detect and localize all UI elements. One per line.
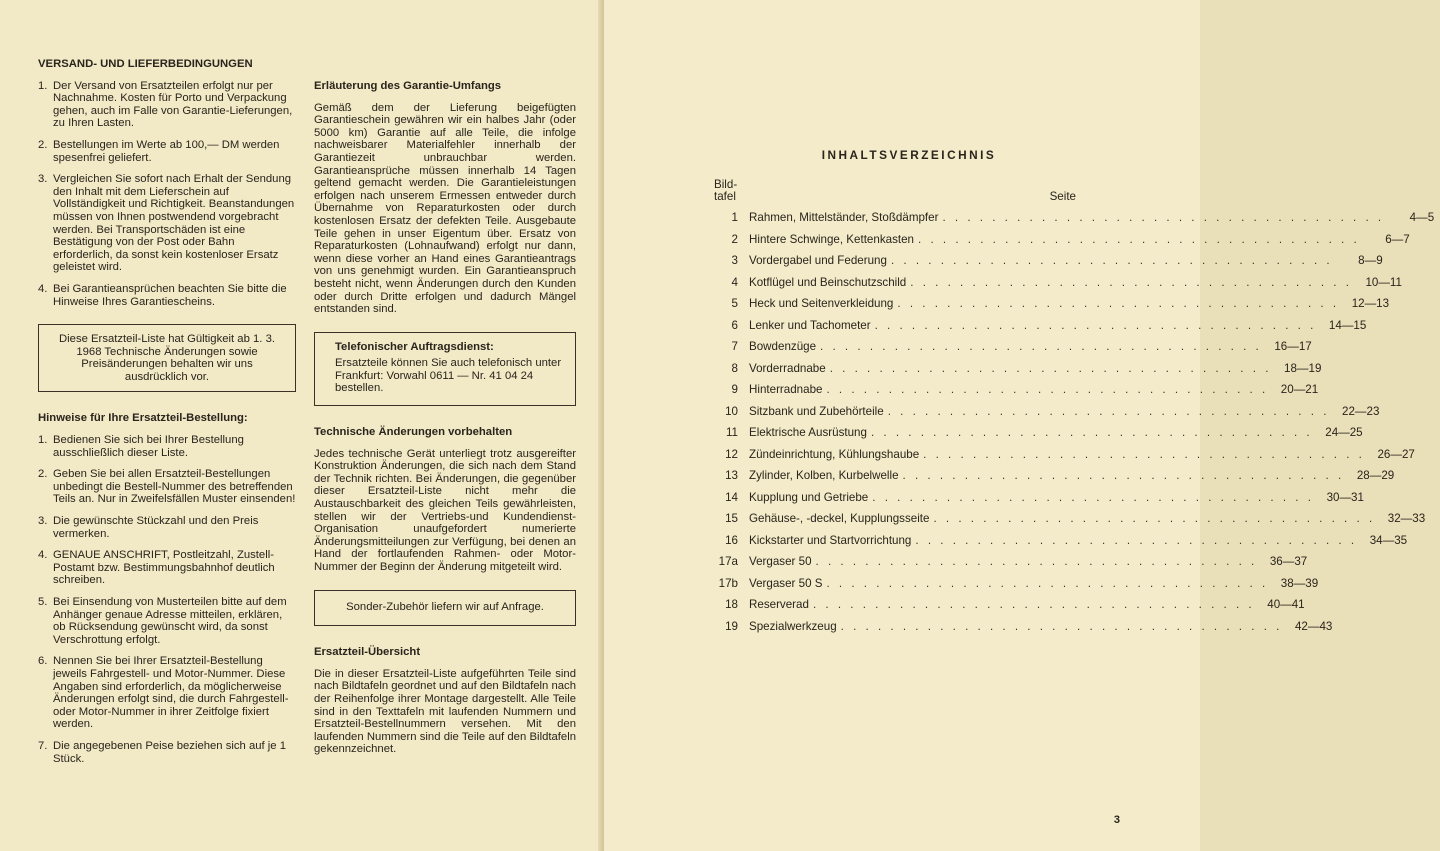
- toc-entry-pages: 26—27: [1377, 447, 1415, 461]
- phone-text: Ersatzteile können Sie auch telefonisch unter Frankfurt: Vorwahl 0611 — Nr. 41 04 24 bestellen.: [335, 357, 562, 395]
- toc-entry-number: 6: [731, 318, 738, 332]
- list-item: 1. Bedienen Sie sich bei Ihrer Bestellung ausschließlich dieser Liste.: [38, 434, 244, 459]
- toc-entry-pages: 18—19: [1284, 361, 1322, 375]
- overview-text: Die in dieser Ersatzteil-Liste aufgeführten Teile sind nach Bildtafeln geordnet und auf den Bildtafeln nach der Reihenfolge ihrer Montage dargestellt. Alle Teile sind in den Texttafeln mit laufenden Nummern und Ersatzteil-Bestellnummern versehen. Mit den laufenden Nummern sind die Teile auf den Bildtafeln gekennzeichnet.: [314, 667, 576, 756]
- toc-entry-title: Sitzbank und Zubehörteile: [749, 404, 884, 418]
- toc-entry-pages: 20—21: [1280, 383, 1319, 396]
- toc-entry: [714, 447, 1415, 470]
- toc-entry: [714, 512, 1426, 534]
- list-item: 4. Bei Garantieansprüchen beachten Sie bitte die Hinweise Ihres Garantiescheins.: [38, 282, 287, 308]
- toc-leader-dots: . . . . . . . . . . . . . . . . . . . . . . . . . . . . . . . . . . . .: [829, 361, 1272, 375]
- toc-entry: [714, 426, 1363, 448]
- toc-entry: [714, 254, 1383, 276]
- toc-entry-title: Vergaser 50: [749, 555, 812, 568]
- toc-entry: [714, 318, 1367, 341]
- left-column: [38, 58, 296, 774]
- phone-heading: Telefonischer Auftragsdienst:: [335, 340, 494, 353]
- toc-entry-number: 12: [725, 447, 738, 461]
- toc-leader-dots: . . . . . . . . . . . . . . . . . . . . . . . . . . . . . . . . . . . .: [923, 447, 1365, 461]
- toc-entry-pages: 6—7: [1385, 232, 1410, 246]
- toc-entry-title: Kupplung und Getriebe: [749, 490, 869, 504]
- tech-changes-heading: Technische Änderungen vorbehalten: [314, 426, 513, 439]
- toc-entry-number: 17b: [718, 576, 738, 590]
- list-item: 4. GENAUE ANSCHRIFT, Postleitzahl, Zustell-Postamt bzw. Bestimmungsbahnhof deutlich schreiben.: [38, 549, 275, 587]
- toc-entry-pages: 8—9: [1358, 254, 1383, 267]
- toc-entry: [714, 598, 1305, 620]
- toc-entry-title: Kotflügel und Beinschutzschild: [749, 275, 907, 289]
- list-item: 2. Bestellungen im Werte ab 100,— DM werden spesenfrei geliefert.: [38, 138, 280, 164]
- toc-entry: [714, 232, 1410, 255]
- toc-entry-number: 13: [725, 469, 738, 482]
- toc-entry-pages: 12—13: [1351, 297, 1390, 310]
- toc-entry-pages: 28—29: [1356, 469, 1395, 482]
- toc-entry: [714, 619, 1333, 642]
- toc-entry-pages: 34—35: [1369, 533, 1408, 547]
- toc-column-plate: Bild- tafel: [714, 178, 738, 203]
- toc-entry-number: 7: [731, 340, 738, 353]
- toc-entry-number: 16: [725, 533, 738, 547]
- toc-entry: [714, 275, 1402, 298]
- toc-leader-dots: . . . . . . . . . . . . . . . . . . . . . . . . . . . . . . . . . . . .: [897, 297, 1340, 310]
- toc-entry-number: 19: [725, 619, 738, 633]
- toc-leader-dots: . . . . . . . . . . . . . . . . . . . . . . . . . . . . . . . . . . . .: [915, 533, 1358, 547]
- toc-entry-pages: 22—23: [1342, 404, 1380, 418]
- list-item: 1. Der Versand von Ersatzteilen erfolgt nur per Nachnahme. Kosten für Porto und Verpackung gehen, auch im Falle von Garantie-Lieferungen, zu Ihren Lasten.: [38, 79, 293, 130]
- toc-leader-dots: . . . . . . . . . . . . . . . . . . . . . . . . . . . . . . . . . . . .: [887, 404, 1330, 418]
- toc-entry-pages: 38—39: [1280, 576, 1319, 590]
- warranty-text: Gemäß dem der Lieferung beigefügten Garantieschein gewähren wir ein halbes Jahr (oder 5000 km) Garantie auf alle Teile, die infolge nachweisbarer Materialfehler innerhalb der Garantiezeit unbrauchbar werden. Garantieansprüche müssen innerhalb 14 Tagen geltend gemacht werden. Die Garantieleistungen erfolgen nach unserem Ermessen entweder durch Übernahme von Reparaturkosten oder durch kostenlosen Ersatz der defekten Teile. Ausgebaute Teile gehen in unser Eigentum über. Ersatz von Reparaturkosten (Lohnaufwand) erfolgt nur dann, wenn diese vorher an Hand eines Garantieantrags von uns genehmigt wurden. Ein Garantieanspruch besteht nicht, wenn Änderungen durch den Kunden oder durch Dritte erfolgen und dadurch Mängel entstanden sind.: [314, 101, 576, 316]
- toc-leader-dots: . . . . . . . . . . . . . . . . . . . . . . . . . . . . . . . . . . . .: [815, 555, 1258, 568]
- toc-leader-dots: . . . . . . . . . . . . . . . . . . . . . . . . . . . . . . . . . . . .: [820, 340, 1262, 353]
- phone-box: [314, 332, 576, 406]
- toc-entry-title: Gehäuse-, -deckel, Kupplungsseite: [749, 512, 930, 525]
- toc-leader-dots: . . . . . . . . . . . . . . . . . . . . . . . . . . . . . . . . . . . .: [910, 275, 1352, 289]
- toc-entry-pages: 30—31: [1326, 490, 1364, 504]
- right-column: [314, 80, 576, 756]
- toc-entry-pages: 14—15: [1328, 318, 1367, 332]
- toc-entry-number: 8: [731, 361, 738, 375]
- toc-entry-number: 2: [731, 232, 738, 246]
- toc-leader-dots: . . . . . . . . . . . . . . . . . . . . . . . . . . . . . . . . . . . .: [890, 254, 1333, 267]
- toc-entry-pages: 10—11: [1365, 275, 1402, 289]
- list-item: 7. Die angegebenen Peise beziehen sich auf je 1 Stück.: [38, 739, 287, 765]
- toc-title: INHALTSVERZEICHNIS: [821, 148, 997, 162]
- list-item: 6. Nennen Sie bei Ihrer Ersatzteil-Bestellung jeweils Fahrgestell- und Motor-Nummer. Diese Angaben sind erforderlich, da möglicherweise Änderungen erfolgt sind, die durch Fahrgestell- oder Motor-Nummer in ihrer Zeitfolge fixiert werden.: [38, 655, 289, 731]
- toc-entry-pages: 16—17: [1274, 340, 1312, 353]
- toc-entry-title: Bowdenzüge: [749, 340, 817, 353]
- toc-entry-title: Lenker und Tachometer: [749, 318, 871, 332]
- toc-entry-title: Zylinder, Kolben, Kurbelwelle: [749, 469, 899, 482]
- toc-entry: [714, 383, 1319, 405]
- toc-entry-title: Reserverad: [749, 598, 809, 611]
- toc-entry: [714, 297, 1390, 319]
- toc-entry: [714, 211, 1435, 233]
- toc-leader-dots: . . . . . . . . . . . . . . . . . . . . . . . . . . . . . . . . . . . .: [918, 232, 1360, 246]
- toc-entry-title: Elektrische Ausrüstung: [749, 426, 867, 439]
- toc-leader-dots: . . . . . . . . . . . . . . . . . . . . . . . . . . . . . . . . . . . .: [942, 211, 1385, 224]
- shipping-heading: VERSAND- UND LIEFERBEDINGUNGEN: [38, 58, 253, 70]
- toc-entry-title: Zündeinrichtung, Kühlungshaube: [749, 447, 920, 461]
- toc-entry: [714, 555, 1308, 577]
- toc-entry-number: 3: [731, 254, 738, 267]
- toc-entry-pages: 40—41: [1267, 598, 1305, 611]
- toc-entry-number: 10: [725, 404, 738, 418]
- toc-entry: [714, 404, 1380, 427]
- toc-entry-number: 1: [731, 211, 738, 224]
- toc-entry-pages: 4—5: [1409, 211, 1435, 224]
- toc-entry: [714, 490, 1364, 513]
- toc-entry-number: 9: [731, 383, 738, 396]
- toc-entry-pages: 42—43: [1294, 619, 1333, 633]
- toc-entry-pages: 32—33: [1387, 512, 1426, 525]
- toc-leader-dots: . . . . . . . . . . . . . . . . . . . . . . . . . . . . . . . . . . . .: [874, 318, 1317, 332]
- toc-entry-pages: 24—25: [1325, 426, 1363, 439]
- toc-entry-title: Heck und Seitenverkleidung: [749, 297, 894, 310]
- toc-leader-dots: . . . . . . . . . . . . . . . . . . . . . . . . . . . . . . . . . . . .: [902, 469, 1345, 482]
- toc-entry-number: 18: [725, 598, 738, 611]
- left-page: [0, 0, 604, 851]
- toc-entry-number: 17a: [718, 555, 738, 568]
- order-hints-heading: Hinweise für Ihre Ersatzteil-Bestellung:: [38, 412, 248, 425]
- toc-entry: [714, 533, 1408, 556]
- toc-leader-dots: . . . . . . . . . . . . . . . . . . . . . . . . . . . . . . . . . . . .: [826, 383, 1269, 396]
- table-of-contents: [714, 148, 1435, 641]
- list-item: 2. Geben Sie bei allen Ersatzteil-Bestellungen unbedingt die Bestell-Nummer des betreffenden Teils an. Nur in Zweifelsfällen Muster einsenden!: [38, 468, 296, 506]
- list-item: 3. Die gewünschte Stückzahl und den Preis vermerken.: [38, 515, 259, 540]
- toc-leader-dots: . . . . . . . . . . . . . . . . . . . . . . . . . . . . . . . . . . . .: [870, 426, 1313, 439]
- toc-entry-number: 15: [725, 512, 738, 525]
- toc-entry-title: Vordergabel und Federung: [749, 254, 887, 267]
- toc-entry-title: Kickstarter und Startvorrichtung: [749, 533, 912, 547]
- toc-entry-title: Rahmen, Mittelständer, Stoßdämpfer: [749, 211, 939, 224]
- toc-leader-dots: . . . . . . . . . . . . . . . . . . . . . . . . . . . . . . . . . . . .: [872, 490, 1314, 504]
- toc-entry-title: Hintere Schwinge, Kettenkasten: [749, 232, 914, 246]
- toc-header: [714, 179, 1084, 203]
- toc-entry-title: Spezialwerkzeug: [749, 619, 837, 633]
- overview-heading: Ersatzteil-Übersicht: [314, 646, 421, 659]
- page-number: 3: [1113, 814, 1120, 826]
- toc-list: [714, 211, 1435, 641]
- toc-entry-pages: 36—37: [1269, 555, 1308, 568]
- accessory-box: Sonder-Zubehör liefern wir auf Anfrage.: [314, 590, 576, 627]
- toc-entry-number: 4: [731, 275, 738, 289]
- toc-entry-title: Vorderradnabe: [749, 361, 826, 375]
- toc-entry: [714, 340, 1312, 362]
- order-hints-list: [38, 434, 296, 765]
- toc-entry-title: Hinterradnabe: [749, 383, 823, 396]
- toc-entry-title: Vergaser 50 S: [749, 576, 823, 590]
- toc-leader-dots: . . . . . . . . . . . . . . . . . . . . . . . . . . . . . . . . . . . .: [812, 598, 1255, 611]
- toc-entry-number: 5: [731, 297, 738, 310]
- toc-entry-number: 11: [725, 426, 738, 439]
- list-item: 3. Vergleichen Sie sofort nach Erhalt der Sendung den Inhalt mit dem Lieferschein auf Vollständigkeit und Richtigkeit. Beanstandungen müssen von Ihnen postwendend vorgebracht werden. Bei Transportschäden ist eine Bestätigung von der Post oder Bahn erforderlich, da sonst kein kostenloser Ersatz geleistet wird.: [38, 173, 295, 274]
- list-item: 5. Bei Einsendung von Musterteilen bitte auf dem Anhänger genaue Adresse mitteilen, erklären, ob Rücksendung gewünscht wird, da sonst Verschrottung erfolgt.: [38, 596, 287, 646]
- toc-leader-dots: . . . . . . . . . . . . . . . . . . . . . . . . . . . . . . . . . . . .: [826, 576, 1269, 590]
- tech-changes-text: Jedes technische Gerät unterliegt trotz ausgereifter Konstruktion Änderungen, die sich nach dem Stand der Technik richten. Bei Änderungen, die gegenüber dieser Ersatzteil-Liste nicht mehr die Austauschbarkeit des gleichen Teils gewährleisten, stellen wir der Vertriebs-und Kundendienst-Organisation unaufgefordert numerierte Änderungsmitteilungen zur Verfügung, bei denen an Hand der fortlaufenden Rahmen- oder Motor-Nummer der Beginn der Änderung mitgeteilt wird.: [314, 447, 576, 573]
- toc-entry-number: 14: [725, 490, 738, 504]
- toc-column-page: Seite: [1049, 190, 1076, 203]
- toc-entry: [714, 469, 1395, 491]
- toc-entry: [714, 361, 1322, 384]
- validity-box: Diese Ersatzteil-Liste hat Gültigkeit ab 1. 3. 1968 Technische Änderungen sowie Preisänderungen behalten wir uns ausdrücklich vor.: [38, 324, 296, 392]
- toc-entry: [714, 576, 1319, 599]
- shipping-list: [38, 80, 296, 309]
- toc-leader-dots: . . . . . . . . . . . . . . . . . . . . . . . . . . . . . . . . . . . .: [933, 512, 1376, 525]
- toc-leader-dots: . . . . . . . . . . . . . . . . . . . . . . . . . . . . . . . . . . . .: [840, 619, 1283, 633]
- warranty-heading: Erläuterung des Garantie-Umfangs: [314, 80, 502, 92]
